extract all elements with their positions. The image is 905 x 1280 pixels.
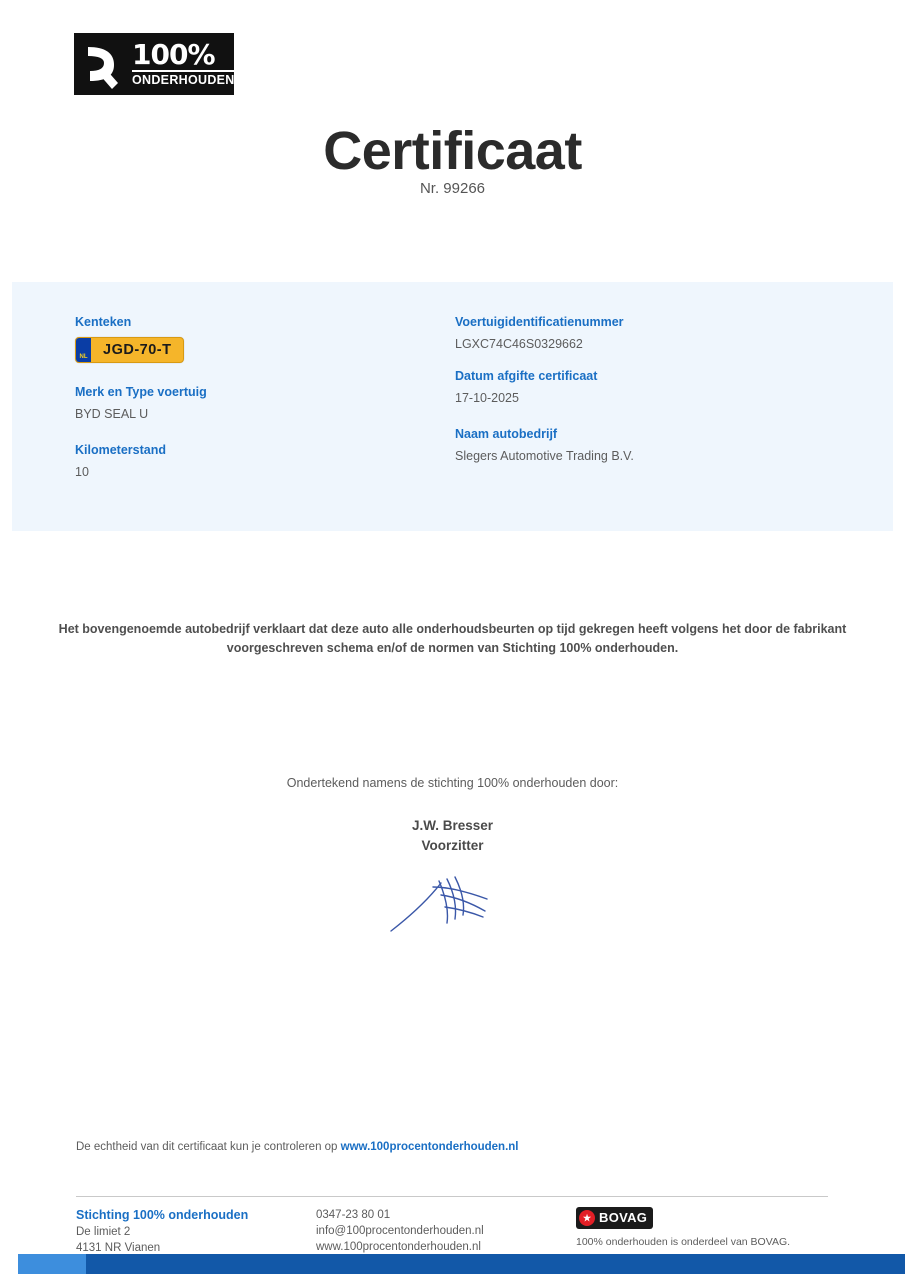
footer-bovag-block (576, 1207, 876, 1256)
footer-address-line-2: 4131 NR Vianen (76, 1242, 161, 1254)
plate-country-code: NL (76, 338, 91, 362)
bovag-label: BOVAG (599, 1210, 648, 1225)
license-plate (75, 337, 184, 363)
footer-divider (76, 1196, 828, 1197)
bovag-note: 100% onderhouden is onderdeel van BOVAG. (576, 1236, 791, 1248)
field-kenteken (75, 315, 455, 363)
footer-email[interactable]: info@100procentonderhouden.nl (316, 1225, 484, 1237)
field-label: Naam autobedrijf (455, 427, 558, 441)
verify-link[interactable]: www.100procentonderhouden.nl (340, 1141, 519, 1153)
field-value: Slegers Automotive Trading B.V. (455, 449, 634, 463)
field-value: 17-10-2025 (455, 391, 519, 405)
field-merk-en-type (75, 385, 455, 421)
vehicle-details-panel (12, 282, 893, 531)
footer-org-name: Stichting 100% onderhouden (76, 1208, 249, 1222)
verify-line (76, 1141, 519, 1153)
field-label: Voertuigidentificatienummer (455, 315, 624, 329)
page-title: Certificaat (323, 121, 582, 181)
field-label: Kilometerstand (75, 443, 166, 457)
certificate-number: Nr. 99266 (419, 180, 486, 197)
footer-bar-light (18, 1254, 86, 1274)
field-value: 10 (75, 465, 89, 479)
verify-text: De echtheid van dit certificaat kun je controleren op (76, 1141, 341, 1153)
brand-logo (74, 33, 234, 95)
footer-contact-block (316, 1207, 576, 1256)
field-vin (455, 315, 835, 351)
footer-website[interactable]: www.100procentonderhouden.nl (316, 1241, 481, 1253)
field-value: LGXC74C46S0329662 (455, 337, 583, 351)
signer-role: Voorzitter (421, 838, 484, 853)
logo-secondary-text: ONDERHOUDEN (132, 70, 235, 88)
logo-primary-text: 100% (132, 37, 215, 71)
declaration-text (0, 620, 905, 658)
plate-number: JGD-70-T (103, 342, 172, 358)
declaration-line-1: Het bovengenoemde autobedrijf verklaart dat deze auto alle onderhoudsbeurten op tijd gekregen heeft volgens het door de fabrikant (58, 622, 847, 636)
details-column-left (75, 315, 455, 501)
field-value: BYD SEAL U (75, 407, 149, 421)
signature-image (0, 865, 905, 935)
signed-by-text: Ondertekend namens de stichting 100% onderhouden door: (286, 776, 619, 790)
footer (76, 1207, 876, 1256)
field-label: Datum afgifte certificaat (455, 369, 598, 383)
field-label: Kenteken (75, 315, 132, 329)
bovag-logo (576, 1207, 653, 1229)
field-naam-autobedrijf (455, 427, 835, 463)
signer-block (0, 816, 905, 856)
footer-phone: 0347-23 80 01 (316, 1209, 391, 1221)
signer-name: J.W. Bresser (411, 818, 494, 833)
field-label: Merk en Type voertuig (75, 385, 207, 399)
footer-bar-dark (18, 1254, 905, 1274)
bovag-badge-icon: ★ (579, 1210, 595, 1226)
footer-org-block (76, 1207, 316, 1256)
footer-address-line-1: De limiet 2 (76, 1226, 131, 1238)
details-column-right (455, 315, 835, 501)
wrench-in-circle-icon (74, 33, 130, 95)
declaration-line-2: voorgeschreven schema en/of de normen van Stichting 100% onderhouden. (226, 641, 679, 655)
field-datum-afgifte (455, 369, 835, 405)
field-kilometerstand (75, 443, 455, 479)
